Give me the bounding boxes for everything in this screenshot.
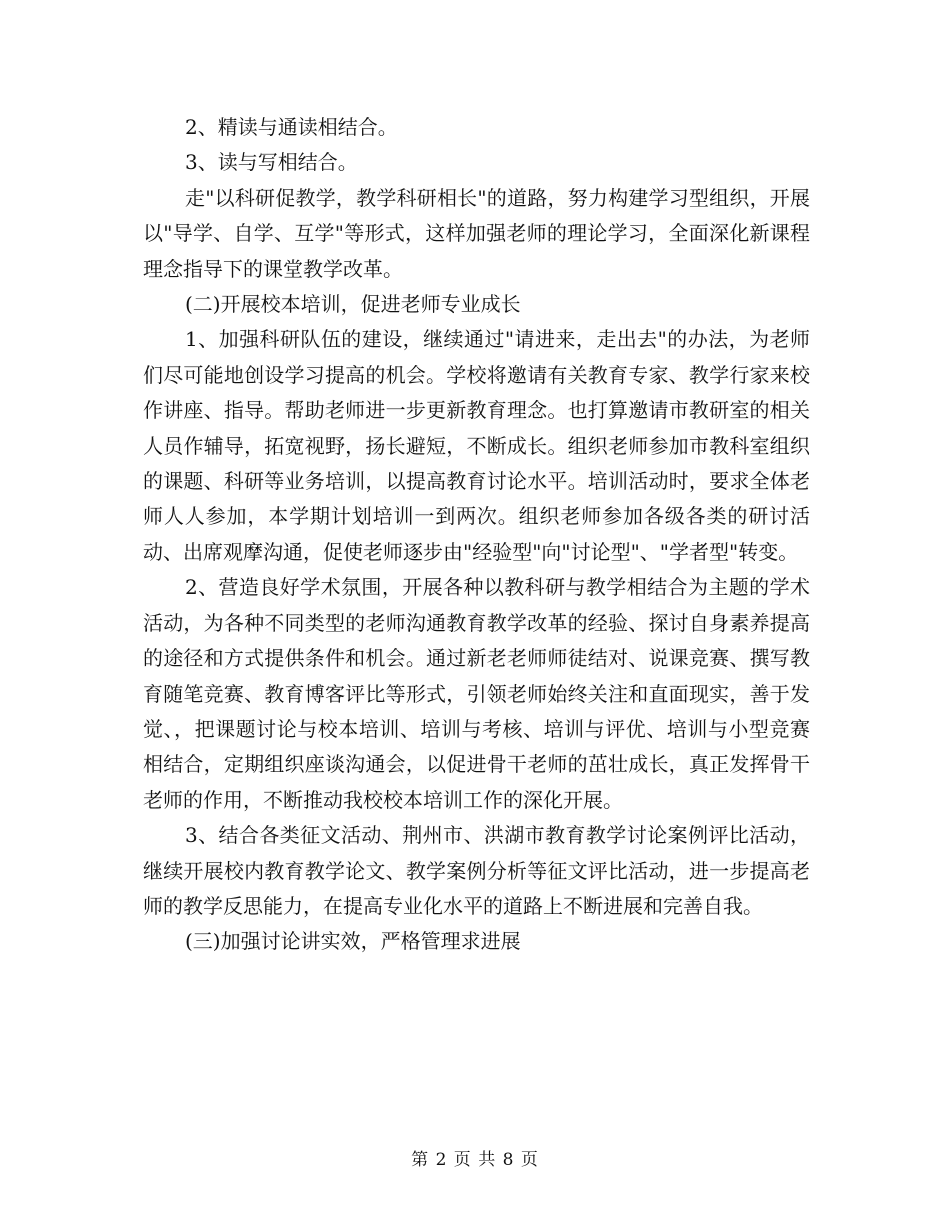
- paragraph-training-1: 1、加强科研队伍的建设，继续通过"请进来，走出去"的办法，为老师们尽可能地创设学习提高的机会。学校将邀请有关教育专家、教学行家来校作讲座、指导。帮助老师进一步更新教育理念。也打算邀请市教研室的相关人员作辅导，拓宽视野，扬长避短，不断成长。组织老师参加市教科室组织的课题、科研等业务培训，以提高教育讨论水平。培训活动时，要求全体老师人人参加，本学期计划培训一到两次。组织老师参加各级各类的研讨活动、出席观摩沟通，促使老师逐步由"经验型"向"讨论型"、"学者型"转变。: [143, 327, 810, 564]
- paragraph-training-2: 2、营造良好学术氛围，开展各种以教科研与教学相结合为主题的学术活动，为各种不同类型的老师沟通教育教学改革的经验、探讨自身素养提高的途径和方式提供条件和机会。通过新老老师师徒结对、说课竞赛、撰写教育随笔竞赛、教育博客评比等形式，引领老师始终关注和直面现实，善于发觉、，把课题讨论与校本培训、培训与考核、培训与评优、培训与小型竞赛相结合，定期组织座谈沟通会，以促进骨干老师的茁壮成长，真正发挥骨干老师的作用，不断推动我校校本培训工作的深化开展。: [143, 575, 810, 812]
- paragraph-item-2: 2、精读与通读相结合。: [185, 115, 398, 139]
- page-footer: 第 2 页 共 8 页: [411, 1150, 539, 1170]
- paragraph-training-3: 3、结合各类征文活动、荆州市、洪湖市教育教学讨论案例评比活动，继续开展校内教育教学论文、教学案例分析等征文评比活动，进一步提高老师的教学反思能力，在提高专业化水平的道路上不断进展和完善自我。: [143, 823, 810, 918]
- paragraph-item-3: 3、读与写相结合。: [185, 150, 358, 175]
- section-heading-2: (二)开展校本培训，促进老师专业成长: [185, 292, 521, 317]
- document-body: [143, 110, 810, 960]
- section-heading-3: (三)加强讨论讲实效，严格管理求进展: [185, 929, 521, 954]
- paragraph-research-approach: 走"以科研促教学，教学科研相长"的道路，努力构建学习型组织，开展以"导学、自学、互学"等形式，这样加强老师的理论学习，全面深化新课程理念指导下的课堂教学改革。: [143, 185, 810, 281]
